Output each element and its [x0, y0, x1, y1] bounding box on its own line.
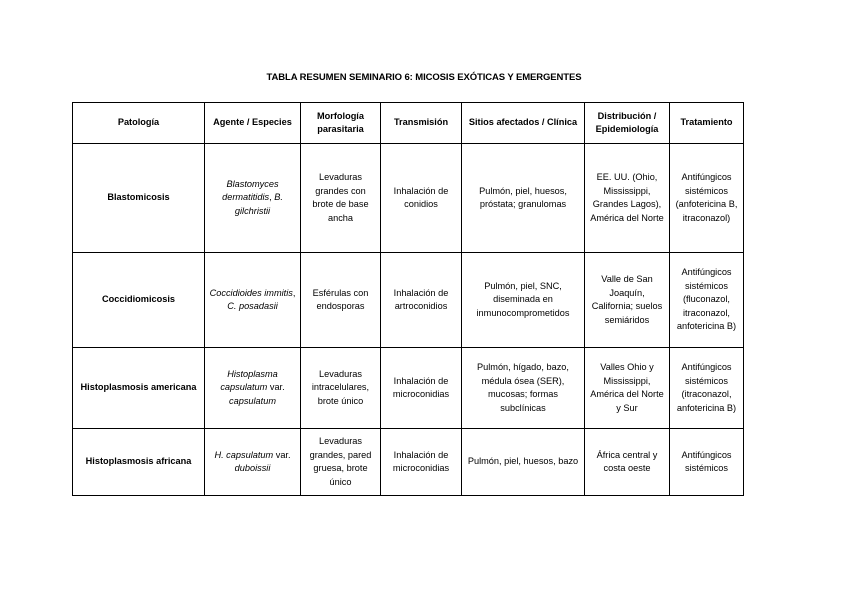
treatment-cell: Antifúngicos sistémicos (itraconazol, anfotericina B)	[670, 348, 744, 429]
distribution-cell: EE. UU. (Ohio, Mississippi, Grandes Lagos), América del Norte	[585, 144, 670, 253]
agent-secondary: B. gilchristii	[234, 192, 283, 216]
agent-primary: H. capsulatum	[214, 449, 274, 460]
header-distribution: Distribución / Epidemiología	[585, 103, 670, 144]
agent-separator: var.	[267, 382, 285, 393]
header-row	[73, 103, 744, 144]
header-pathology: Patología	[73, 103, 205, 144]
table-row	[73, 348, 744, 429]
agent-separator: ,	[292, 287, 296, 298]
header-transmission: Transmisión	[381, 103, 462, 144]
morphology-cell: Levaduras intracelulares, brote único	[301, 348, 381, 429]
sites-cell: Pulmón, piel, SNC, diseminada en inmunocomprometidos	[462, 253, 585, 348]
sites-cell: Pulmón, piel, huesos, bazo	[462, 429, 585, 496]
agent-secondary: C. posadasii	[227, 301, 278, 311]
agent-primary: Histoplasma capsulatum	[220, 368, 278, 393]
morphology-cell: Levaduras grandes, pared gruesa, brote único	[301, 429, 381, 496]
transmission-cell: Inhalación de microconidias	[381, 429, 462, 496]
document-title: TABLA RESUMEN SEMINARIO 6: MICOSIS EXÓTICAS Y EMERGENTES	[266, 72, 582, 83]
morphology-cell: Levaduras grandes con brote de base ancha	[301, 144, 381, 253]
agent-cell	[205, 429, 301, 496]
header-agent: Agente / Especies	[205, 103, 301, 144]
header-treatment: Tratamiento	[670, 103, 744, 144]
agent-cell	[205, 253, 301, 348]
agent-cell	[205, 144, 301, 253]
treatment-cell: Antifúngicos sistémicos	[670, 429, 744, 496]
treatment-cell: Antifúngicos sistémicos (anfotericina B, itraconazol)	[670, 144, 744, 253]
transmission-cell: Inhalación de microconidias	[381, 348, 462, 429]
distribution-cell: Valles Ohio y Mississippi, América del Norte y Sur	[585, 348, 670, 429]
distribution-cell: Valle de San Joaquín, California; suelos semiáridos	[585, 253, 670, 348]
morphology-cell: Esférulas con endosporas	[301, 253, 381, 348]
pathology-cell: Histoplasmosis africana	[73, 429, 205, 496]
treatment-cell: Antifúngicos sistémicos (fluconazol, itraconazol, anfotericina B)	[670, 253, 744, 348]
table-row	[73, 253, 744, 348]
agent-separator: ,	[269, 192, 275, 203]
agent-cell	[205, 348, 301, 429]
transmission-cell: Inhalación de artroconidios	[381, 253, 462, 348]
agent-primary: Coccidioides immitis	[209, 287, 293, 298]
sites-cell: Pulmón, hígado, bazo, médula ósea (SER), mucosas; formas subclínicas	[462, 348, 585, 429]
pathology-cell: Histoplasmosis americana	[73, 348, 205, 429]
distribution-cell: África central y costa oeste	[585, 429, 670, 496]
agent-secondary: duboissii	[234, 463, 271, 473]
header-sites: Sitios afectados / Clínica	[462, 103, 585, 144]
table-row	[73, 429, 744, 496]
table-row	[73, 144, 744, 253]
agent-secondary: capsulatum	[229, 395, 276, 406]
pathology-cell: Blastomicosis	[73, 144, 205, 253]
agent-separator: var.	[273, 449, 291, 460]
transmission-cell: Inhalación de conidios	[381, 144, 462, 253]
summary-table	[72, 102, 744, 496]
pathology-cell: Coccidiomicosis	[73, 253, 205, 348]
agent-primary: Blastomyces dermatitidis	[222, 178, 279, 203]
sites-cell: Pulmón, piel, huesos, próstata; granulomas	[462, 144, 585, 253]
header-morphology: Morfología parasitaria	[301, 103, 381, 144]
